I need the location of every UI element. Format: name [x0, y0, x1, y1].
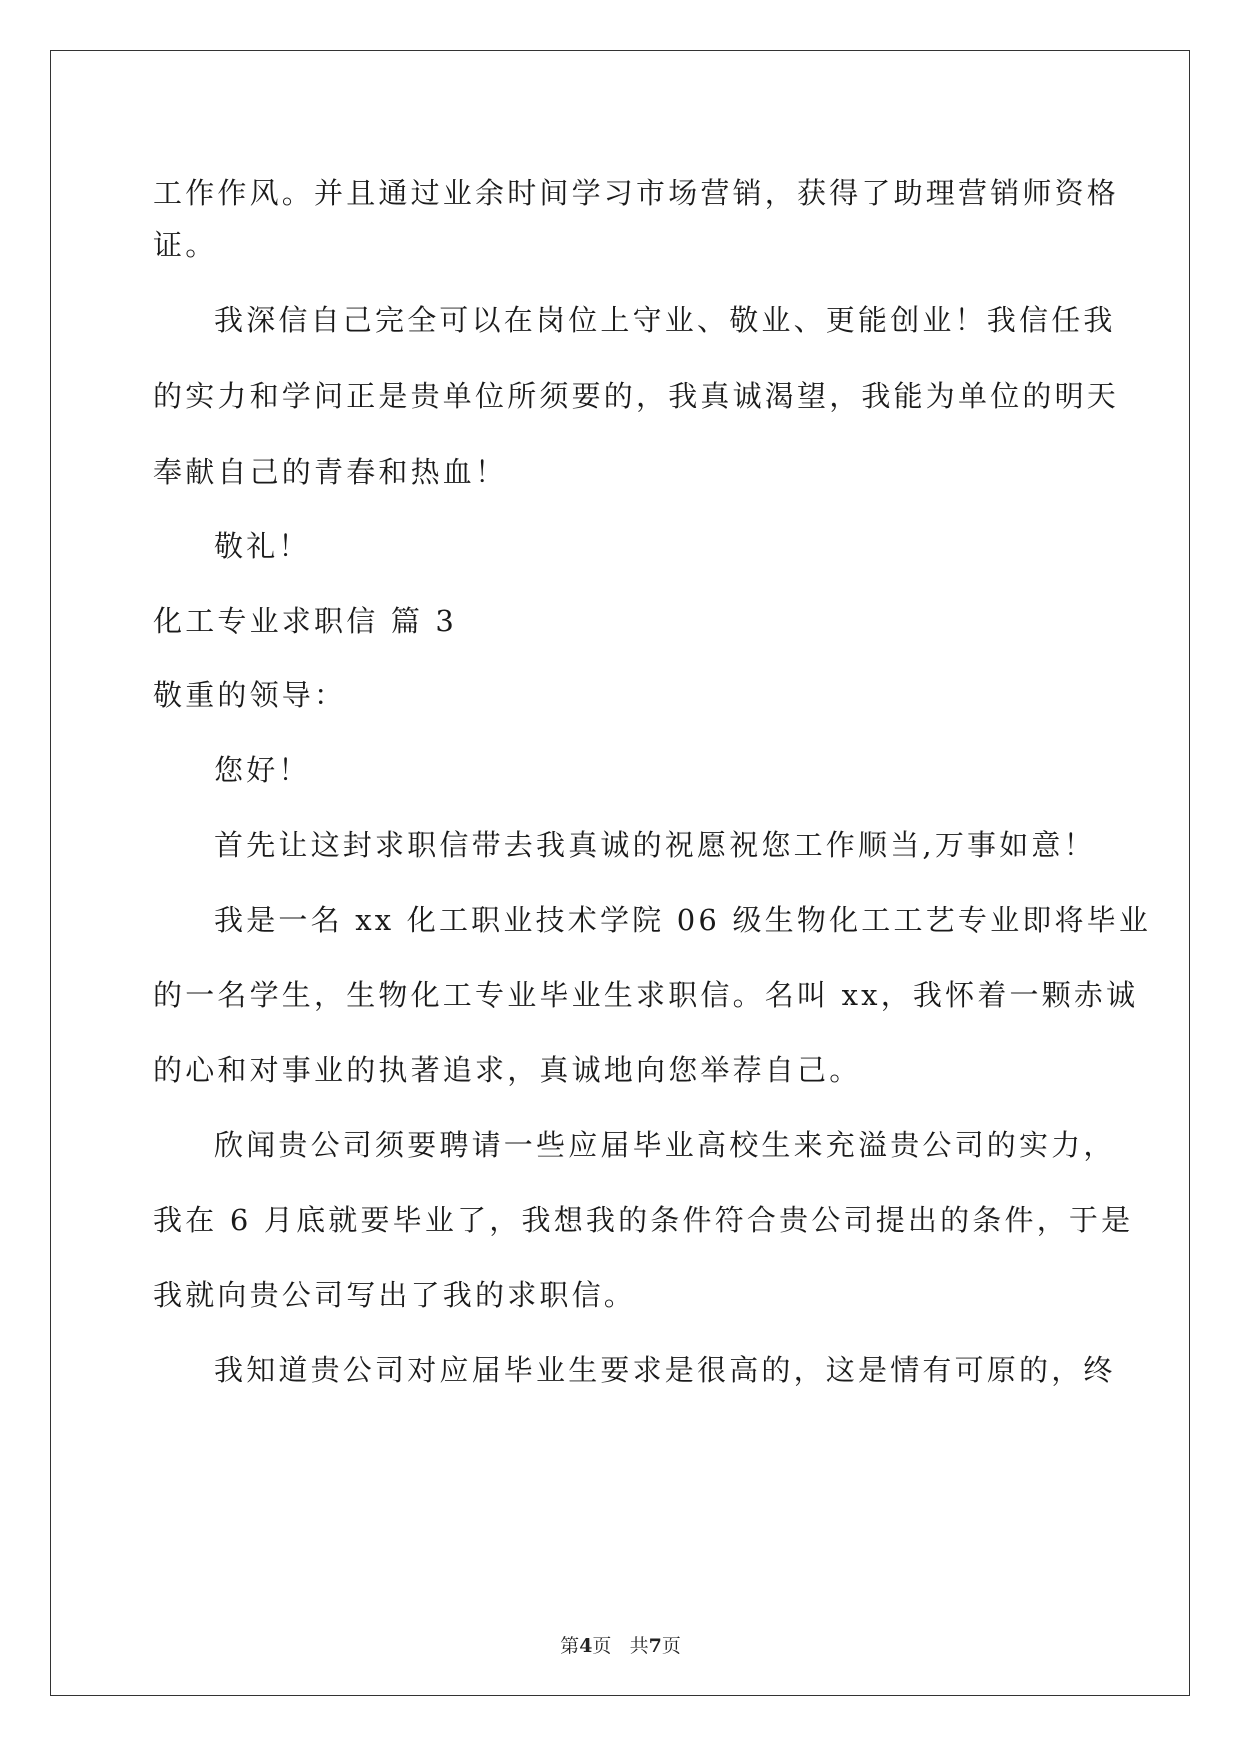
footer-page-prefix: 第 [560, 1635, 580, 1657]
closing-salutation: 敬礼！ [214, 529, 311, 563]
text-line: 的一名学生，生物化工专业毕业生求职信。名叫 xx，我怀着一颗赤诚 [153, 978, 1139, 1012]
footer-total-suffix: 页 [661, 1635, 681, 1657]
text-line: 您好！ [214, 753, 311, 787]
text-line: 我在 6 月底就要毕业了，我想我的条件符合贵公司提出的条件，于是 [153, 1203, 1134, 1237]
text-line: 的实力和学问正是贵单位所须要的，我真诚渴望，我能为单位的明天 [153, 379, 1120, 413]
section-heading: 化工专业求职信 篇 3 [153, 604, 458, 638]
text-line: 的心和对事业的执著追求，真诚地向您举荐自己。 [153, 1053, 862, 1087]
text-line: 我是一名 xx 化工职业技术学院 06 级生物化工工艺专业即将毕业 [214, 903, 1152, 937]
text-line: 我就向贵公司写出了我的求职信。 [153, 1278, 637, 1312]
text-line: 欣闻贵公司须要聘请一些应届毕业高校生来充溢贵公司的实力， [214, 1128, 1116, 1162]
page-footer [0, 1631, 1241, 1658]
footer-total-number: 7 [648, 1635, 662, 1657]
footer-page-number: 4 [579, 1635, 593, 1657]
footer-total-prefix: 共 [629, 1635, 649, 1657]
text-line: 我深信自己完全可以在岗位上守业、敬业、更能创业！我信任我 [214, 303, 1116, 337]
text-line: 我知道贵公司对应届毕业生要求是很高的，这是情有可原的，终 [214, 1353, 1116, 1387]
text-line: 奉献自己的青春和热血！ [153, 455, 508, 489]
greeting: 敬重的领导： [153, 678, 347, 712]
page-border [50, 50, 1190, 1696]
text-line: 首先让这封求职信带去我真诚的祝愿祝您工作顺当,万事如意！ [214, 828, 1096, 862]
text-line: 证。 [153, 228, 218, 262]
footer-page-suffix: 页 [592, 1635, 612, 1657]
text-line: 工作作风。并且通过业余时间学习市场营销，获得了助理营销师资格 [153, 176, 1120, 210]
